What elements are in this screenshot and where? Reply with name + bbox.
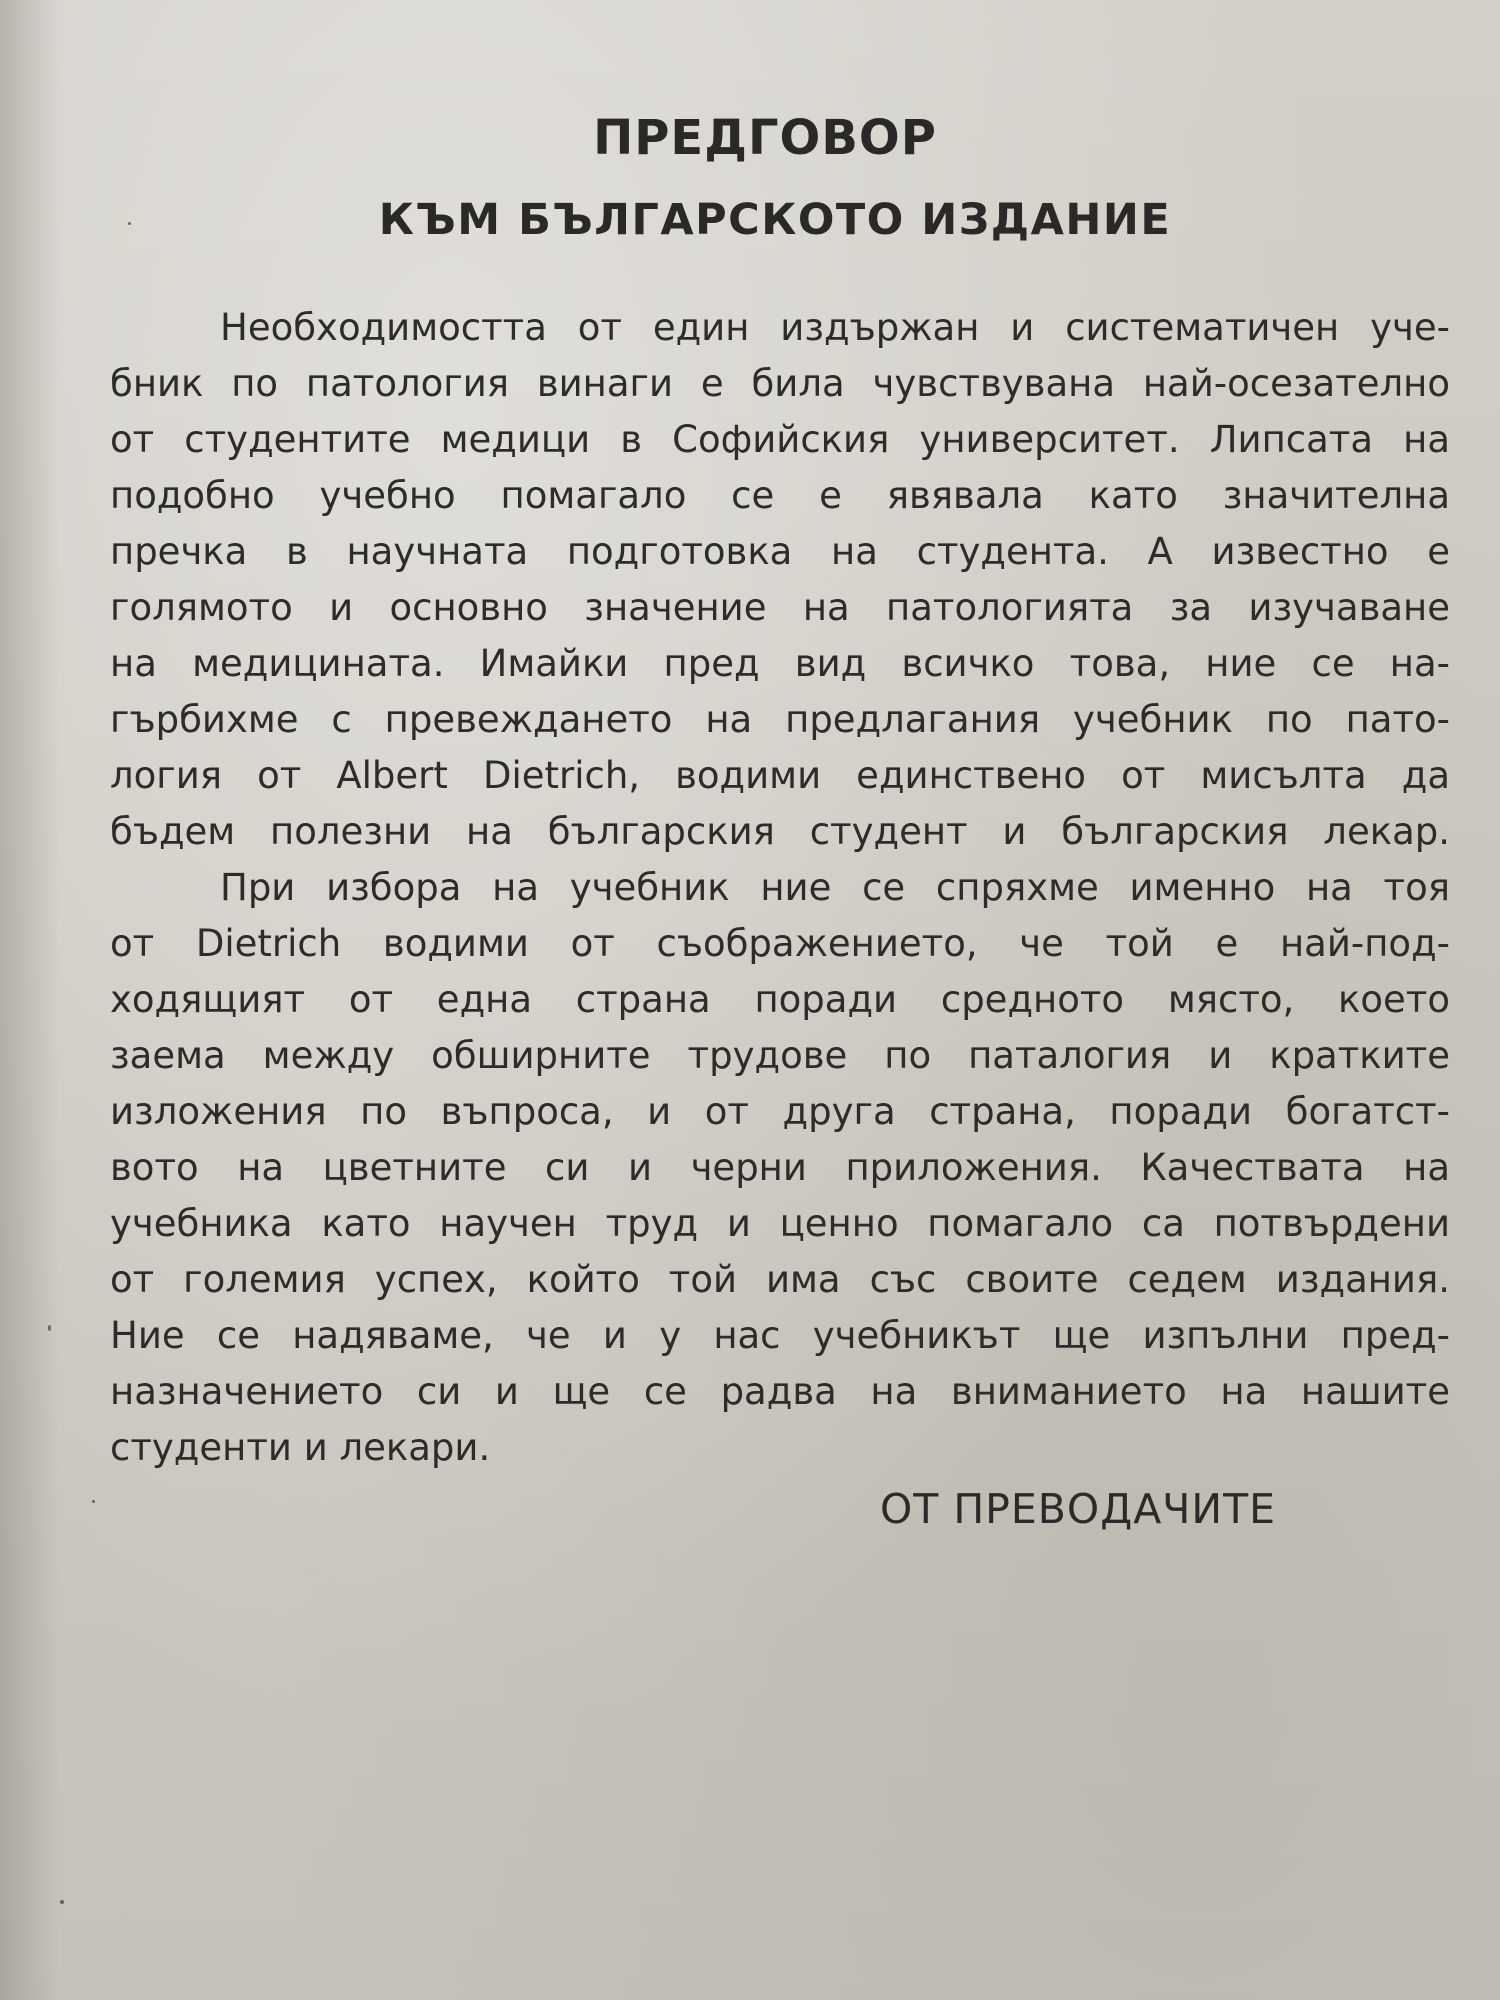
page-title: ПРЕДГОВОР [593, 110, 937, 166]
text-line: подобно учебно помагало се е явявала като значителна [110, 474, 1450, 517]
text-line: Ние се надяваме, че и у нас учебникът ще изпълни пред- [110, 1314, 1450, 1357]
text-line: от студентите медици в Софийския университет. Липсата на [110, 418, 1450, 461]
text-line: на медицината. Имайки пред вид всичко това, ние се на- [110, 642, 1450, 685]
text-line: При избора на учебник ние се спряхме именно на тоя [220, 866, 1450, 909]
text-line: от големия успех, който той има със своите седем издания. [110, 1258, 1450, 1301]
paper-speck [92, 1500, 95, 1503]
text-line: вото на цветните си и черни приложения. Качествата на [110, 1146, 1450, 1189]
text-line: бъдем полезни на българския студент и българския лекар. [110, 810, 1450, 853]
paper-speck [60, 1900, 64, 1904]
text-line: заема между обширните трудове по паталогия и кратките [110, 1034, 1450, 1077]
signature: ОТ ПРЕВОДАЧИТЕ [880, 1485, 1277, 1533]
text-line: от Dietrich водими от съображението, че той е най-под- [110, 922, 1450, 965]
text-line: назначението си и ще се радва на вниманието на нашите [110, 1370, 1450, 1413]
text-line: Необходимостта от един издържан и систематичен уче- [220, 306, 1450, 349]
text-line: голямото и основно значение на патологията за изучаване [110, 586, 1450, 629]
text-line: гърбихме с превеждането на предлагания учебник по пато- [110, 698, 1450, 741]
text-line: учебника като научен труд и ценно помагало са потвърдени [110, 1202, 1450, 1245]
text-line: ходящият от една страна поради средното място, което [110, 978, 1450, 1021]
page-subtitle: КЪМ БЪЛГАРСКОТО ИЗДАНИЕ [378, 195, 1172, 245]
text-line: изложения по въпроса, и от друга страна, поради богатст- [110, 1090, 1450, 1133]
preface-body [110, 300, 1450, 1476]
text-line: студенти и лекари. [110, 1426, 491, 1469]
paper-speck [128, 222, 131, 225]
text-line: бник по патология винаги е била чувствувана най-осезателно [110, 362, 1450, 405]
paper-speck [48, 1325, 51, 1331]
text-line: пречка в научната подготовка на студента. А известно е [110, 530, 1450, 573]
text-line: логия от Albert Dietrich, водими единствено от мисълта да [110, 754, 1450, 797]
